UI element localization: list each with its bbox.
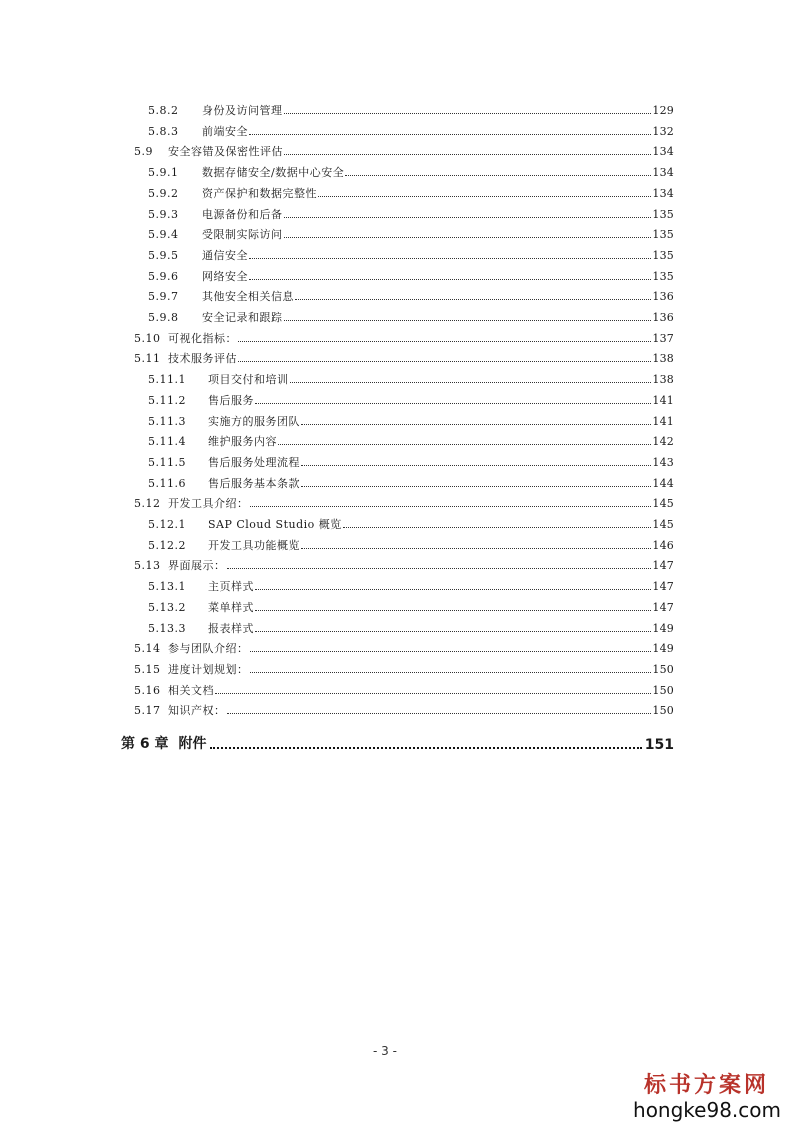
dot-leader — [301, 539, 651, 549]
dot-leader — [278, 435, 651, 445]
toc-entry-page: 138 — [652, 373, 674, 387]
dot-leader — [255, 622, 651, 632]
toc-entry-page: 129 — [652, 104, 674, 117]
toc-entry-title: 售后服务基本条款 — [208, 476, 300, 490]
chapter-page: 151 — [644, 737, 674, 753]
toc-entry[interactable] — [148, 159, 674, 179]
toc-entry[interactable] — [148, 387, 674, 407]
toc-entry-page: 135 — [652, 228, 674, 242]
dot-leader — [284, 208, 652, 218]
watermark — [633, 1068, 781, 1121]
watermark-cn: 标书方案网 — [643, 1073, 769, 1098]
toc-entry[interactable] — [134, 656, 674, 676]
dot-leader — [249, 270, 651, 280]
chapter-number: 第 6 章 — [121, 736, 169, 752]
toc-entry-title: 界面展示： — [168, 559, 226, 573]
toc-entry-page: 135 — [652, 248, 674, 262]
toc-entry-number: 5.9.6 — [148, 269, 179, 283]
toc-entry-title: 相关文档 — [168, 683, 214, 697]
toc-entry[interactable] — [148, 408, 674, 428]
toc-entry-number: 5.9.2 — [148, 186, 179, 200]
dot-leader — [301, 456, 651, 466]
toc-entry-page: 136 — [652, 290, 674, 304]
toc-entry-number: 5.11.1 — [148, 373, 186, 387]
toc-entry[interactable] — [148, 470, 674, 490]
toc-entry-page: 150 — [652, 662, 674, 676]
toc-entry[interactable] — [148, 97, 674, 117]
toc-entry-page: 143 — [652, 455, 674, 469]
dot-leader — [249, 125, 651, 135]
toc-entry-number: 5.13.2 — [148, 600, 186, 614]
toc-entry-number: 5.8.3 — [148, 124, 179, 138]
toc-entry-number: 5.13.3 — [148, 621, 186, 635]
toc-entry-title: 实施方的服务团队 — [208, 414, 300, 428]
dot-leader — [284, 311, 652, 321]
toc-entry-page: 145 — [652, 518, 674, 531]
toc-entry-page: 149 — [652, 642, 674, 656]
toc-entry-title: 数据存储安全/数据中心安全 — [202, 166, 345, 180]
dot-leader — [255, 580, 651, 590]
toc-entry[interactable] — [134, 490, 674, 510]
toc-entry-number: 5.11.4 — [148, 435, 186, 449]
toc-entry-number: 5.9.5 — [148, 248, 179, 262]
toc-entry-page: 141 — [652, 393, 674, 407]
toc-entry[interactable] — [148, 511, 674, 531]
toc-entry[interactable] — [148, 221, 674, 241]
toc-entry-page: 134 — [652, 145, 674, 159]
toc-entry[interactable] — [148, 283, 674, 303]
toc-entry-page: 134 — [652, 186, 674, 200]
toc-entry-page: 136 — [652, 311, 674, 324]
dot-leader — [250, 642, 652, 652]
dot-leader — [301, 415, 651, 425]
toc-entry-title: 报表样式 — [208, 621, 254, 635]
dot-leader — [284, 228, 652, 238]
chapter-title: 附件 — [178, 736, 207, 752]
toc-entry-number: 5.9 — [134, 145, 153, 159]
dot-leader — [227, 559, 652, 569]
toc-entry-page: 147 — [652, 600, 674, 614]
toc-entry-title: 通信安全 — [202, 248, 248, 262]
toc-entry-number: 5.15 — [134, 662, 161, 676]
dot-leader — [210, 735, 642, 749]
toc-entry-title: 售后服务 — [208, 393, 254, 407]
toc-entry-title: 主页样式 — [208, 580, 254, 594]
toc-entry[interactable] — [148, 532, 674, 552]
toc-entry-number: 5.13 — [134, 559, 161, 573]
toc-entry-page: 134 — [652, 166, 674, 180]
toc-entry[interactable] — [148, 615, 674, 635]
toc-entry-page: 147 — [652, 559, 674, 573]
toc-entry-title: 前端安全 — [202, 124, 248, 138]
dot-leader — [250, 663, 652, 673]
toc-entry-number: 5.13.1 — [148, 580, 186, 594]
toc-entry-page: 146 — [652, 538, 674, 552]
dot-leader — [238, 332, 651, 342]
toc-entry-number: 5.11.6 — [148, 476, 186, 490]
dot-leader — [345, 166, 651, 176]
toc-entry[interactable] — [134, 552, 674, 572]
dot-leader — [255, 601, 651, 611]
toc-entry-number: 5.12 — [134, 497, 161, 511]
dot-leader — [343, 518, 652, 528]
toc-entry-number: 5.11.5 — [148, 455, 186, 469]
toc-entry-page: 135 — [652, 269, 674, 283]
toc-entry-page: 141 — [652, 414, 674, 428]
toc-entry-title: SAP Cloud Studio 概览 — [208, 518, 342, 531]
toc-entry[interactable] — [148, 201, 674, 221]
toc-entry-title: 其他安全相关信息 — [202, 290, 294, 304]
toc-entry[interactable] — [148, 180, 674, 200]
toc-entry-title: 技术服务评估 — [168, 352, 237, 366]
dot-leader — [227, 704, 652, 714]
toc-entry-title: 可视化指标： — [168, 331, 237, 345]
toc-entry-number: 5.9.1 — [148, 166, 179, 180]
toc-entry-title: 参与团队介绍： — [168, 642, 249, 656]
toc-entry[interactable] — [134, 345, 674, 365]
toc-entry[interactable] — [134, 697, 674, 717]
toc-entry-number: 5.12.1 — [148, 518, 186, 531]
toc-entry-number: 5.9.8 — [148, 311, 179, 324]
dot-leader — [215, 684, 651, 694]
toc-entry-number: 5.11.2 — [148, 393, 186, 407]
dot-leader — [301, 477, 651, 487]
toc-entry-title: 项目交付和培训 — [208, 373, 289, 387]
toc-entry-title: 维护服务内容 — [208, 435, 277, 449]
toc-entry-page: 150 — [652, 683, 674, 697]
toc-entry-page: 144 — [652, 476, 674, 490]
toc-entry-title: 安全记录和跟踪 — [202, 311, 283, 324]
toc-entry-page: 132 — [652, 124, 674, 138]
toc-entry-title: 安全容错及保密性评估 — [168, 145, 283, 159]
toc-entry[interactable] — [148, 428, 674, 448]
page-number-footer: - 3 - — [373, 1044, 397, 1058]
toc-entry[interactable] — [148, 594, 674, 614]
toc-entry-title: 受限制实际访问 — [202, 228, 283, 242]
toc-entry-title: 网络安全 — [202, 269, 248, 283]
toc-entry-page: 137 — [652, 331, 674, 345]
toc-entry-page: 147 — [652, 580, 674, 594]
toc-entry-number: 5.14 — [134, 642, 161, 656]
toc-entry-title: 开发工具功能概览 — [208, 538, 300, 552]
toc-entry-page: 142 — [652, 435, 674, 449]
toc-entry[interactable] — [134, 325, 674, 345]
toc-entry[interactable] — [148, 573, 674, 593]
toc-entry[interactable] — [134, 677, 674, 697]
dot-leader — [238, 352, 651, 362]
toc-entry-number: 5.8.2 — [148, 104, 179, 117]
toc-entry[interactable] — [148, 449, 674, 469]
dot-leader — [249, 249, 651, 259]
toc-entry-title: 进度计划规划： — [168, 662, 249, 676]
toc-entry-title: 资产保护和数据完整性 — [202, 186, 317, 200]
toc-entry-number: 5.11.3 — [148, 414, 186, 428]
dot-leader — [318, 187, 651, 197]
watermark-url: hongke98.com — [633, 1098, 781, 1122]
toc-entry-page: 150 — [652, 704, 674, 718]
toc-entry-number: 5.12.2 — [148, 538, 186, 552]
toc-entry-number: 5.9.7 — [148, 290, 179, 304]
toc-entry[interactable] — [134, 138, 674, 158]
toc-entry-page: 149 — [652, 621, 674, 635]
toc-entry-title: 电源备份和后备 — [202, 207, 283, 221]
toc-entry[interactable] — [148, 263, 674, 283]
toc-entry-number: 5.17 — [134, 704, 161, 718]
dot-leader — [284, 145, 651, 155]
toc-entry-title: 身份及访问管理 — [202, 104, 283, 117]
toc-entry[interactable] — [148, 118, 674, 138]
toc-entry-number: 5.11 — [134, 352, 161, 366]
toc-entry-page: 135 — [652, 207, 674, 221]
toc-entry-title: 开发工具介绍： — [168, 497, 249, 511]
dot-leader — [250, 497, 652, 507]
toc-entry-title: 售后服务处理流程 — [208, 455, 300, 469]
toc-entry-title: 菜单样式 — [208, 600, 254, 614]
dot-leader — [290, 373, 652, 383]
toc-entry-number: 5.10 — [134, 331, 161, 345]
toc-entry[interactable] — [134, 635, 674, 655]
dot-leader — [284, 104, 652, 114]
toc-entry-number: 5.9.3 — [148, 207, 179, 221]
toc-entry-page: 145 — [652, 497, 674, 511]
toc-entry[interactable] — [148, 366, 674, 386]
toc-entry-title: 知识产权： — [168, 704, 226, 718]
toc-entry[interactable] — [148, 242, 674, 262]
toc-entry-page: 138 — [652, 352, 674, 366]
toc-entry-number: 5.9.4 — [148, 228, 179, 242]
dot-leader — [255, 394, 651, 404]
dot-leader — [295, 290, 651, 300]
toc-entry-number: 5.16 — [134, 683, 161, 697]
chapter-6-entry[interactable] — [121, 729, 674, 753]
toc-entry[interactable] — [148, 304, 674, 324]
